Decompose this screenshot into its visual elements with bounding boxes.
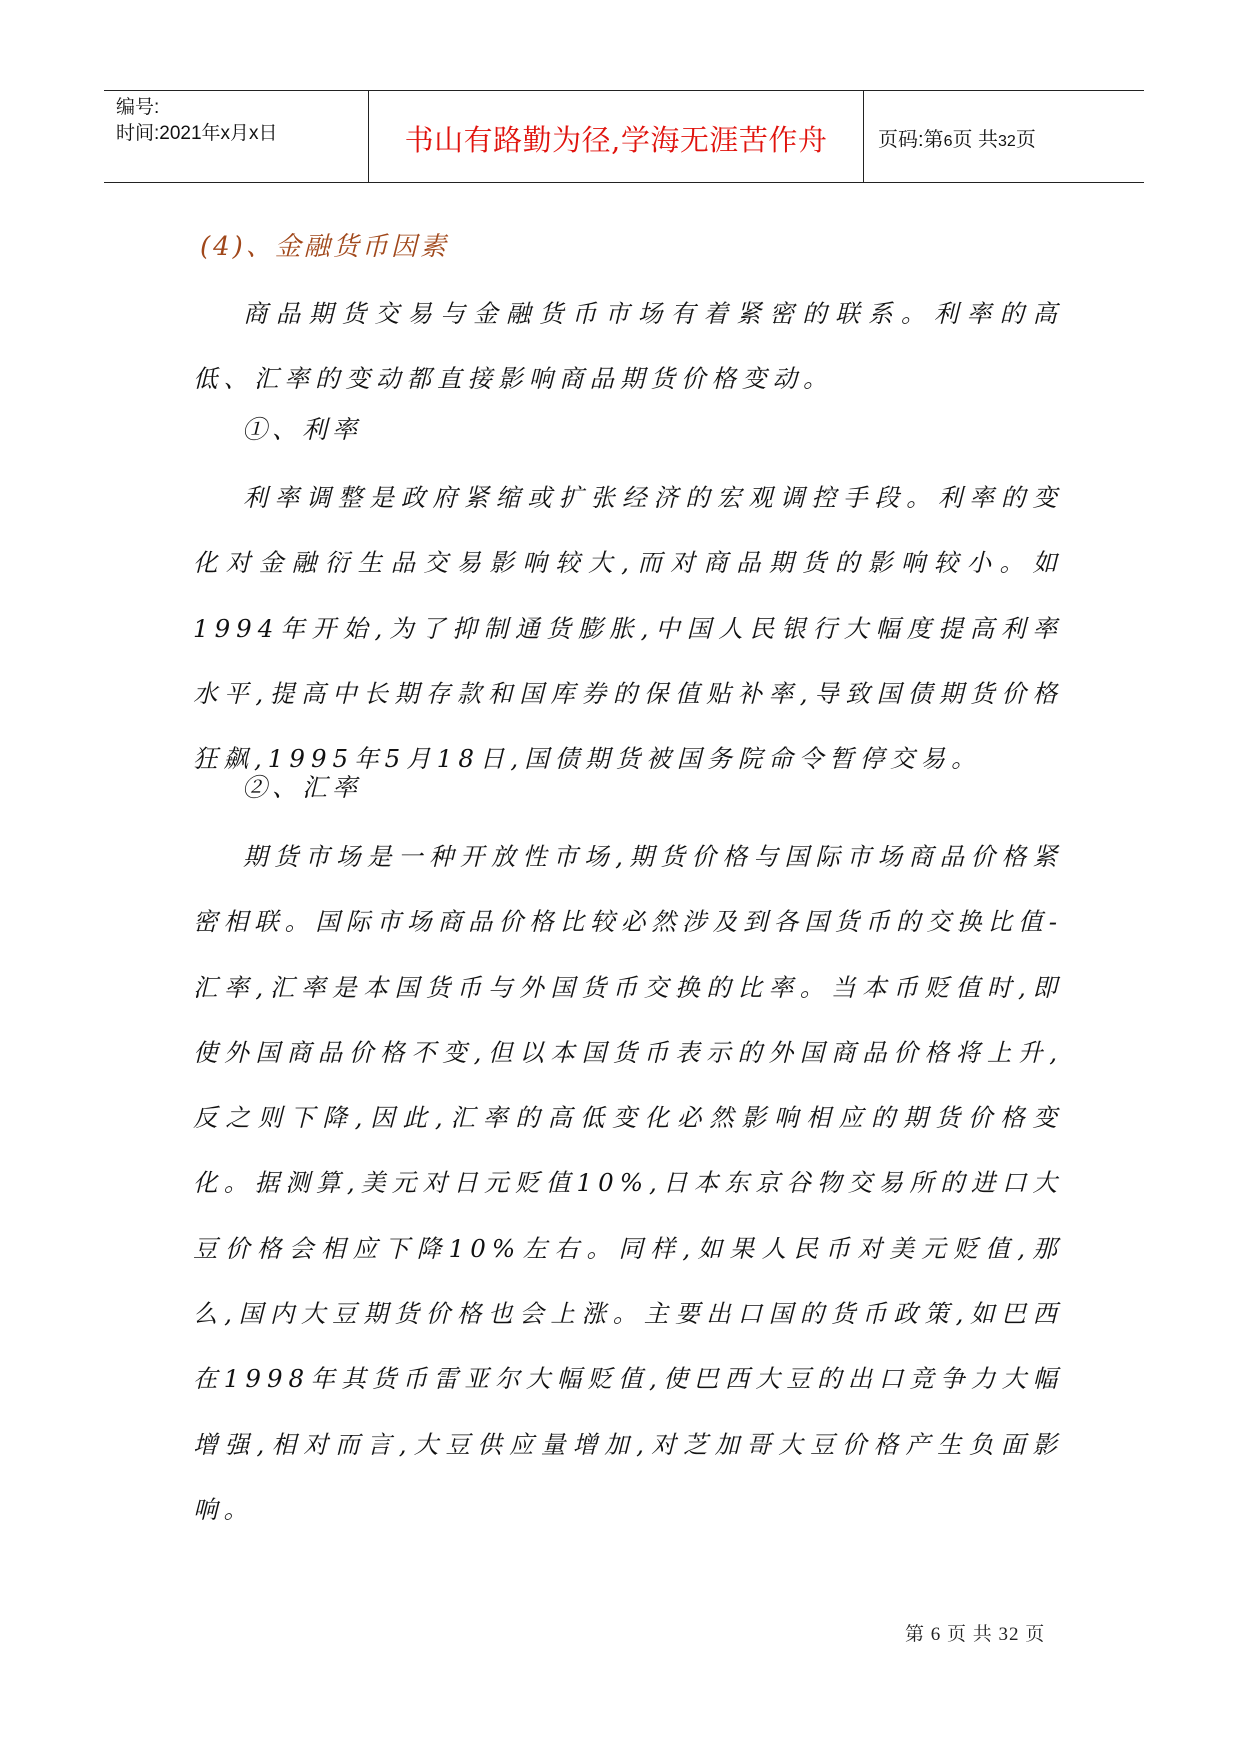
section-heading: (4)、金融货币因素 [200,232,449,262]
header-motto: 书山有路勤为径,学海无涯苦作舟 [404,123,828,157]
page-header [104,90,1144,183]
document-number-label: 编号: [116,97,160,118]
interest-rate-text: 利率调整是政府紧缩或扩张经济的宏观调控手段。利率的变化对金融衍生品交易影响较大,而对商品期货的影响较小。如1994年开始,为了抑制通货膨胀,中国人民银行大幅度提高利率水平,提高中长期存款和国库券的保值贴补率,导致国债期货价格狂飙,1995年5月18日,国债期货被国务院命令暂停交易。 [193,483,1063,774]
document-time: 时间:2021年x月x日 [116,123,278,144]
subheading-exchange-rate: ②、汇率 [242,773,363,802]
interest-rate-paragraph [193,465,1063,791]
header-motto-cell [369,91,864,182]
subheading-interest-rate: ①、利率 [242,415,363,444]
exchange-rate-paragraph [193,824,1063,1542]
page-prefix: 页码:第 [878,129,944,151]
page-total: 32 [998,133,1016,150]
exchange-rate-text: 期货市场是一种开放性市场,期货价格与国际市场商品价格紧密相联。国际市场商品价格比较必然涉及到各国货币的交换比值-汇率,汇率是本国货币与外国货币交换的比率。当本币贬值时,即使外国商品价格不变,但以本国货币表示的外国商品价格将上升,反之则下降,因此,汇率的高低变化必然影响相应的期货价格变化。据测算,美元对日元贬值10%,日本东京谷物交易所的进口大豆价格会相应下降10%左右。同样,如果人民币对美元贬值,那么,国内大豆期货价格也会上涨。主要出口国的货币政策,如巴西在1998年其货币雷亚尔大幅贬值,使巴西大豆的出口竞争力大幅增强,相对而言,大豆供应量增加,对芝加哥大豆价格产生负面影响。 [193,842,1063,1524]
page-mid: 页 共 [952,129,999,151]
intro-paragraph [193,281,1063,412]
page-current: 6 [943,133,953,150]
page-footer: 第 6 页 共 32 页 [905,1624,1046,1645]
header-page-number [864,91,1144,182]
page-suffix: 页 [1015,129,1036,151]
intro-text: 商品期货交易与金融货币市场有着紧密的联系。利率的高低、汇率的变动都直接影响商品期货价格变动。 [193,299,1063,394]
header-meta [104,91,369,182]
